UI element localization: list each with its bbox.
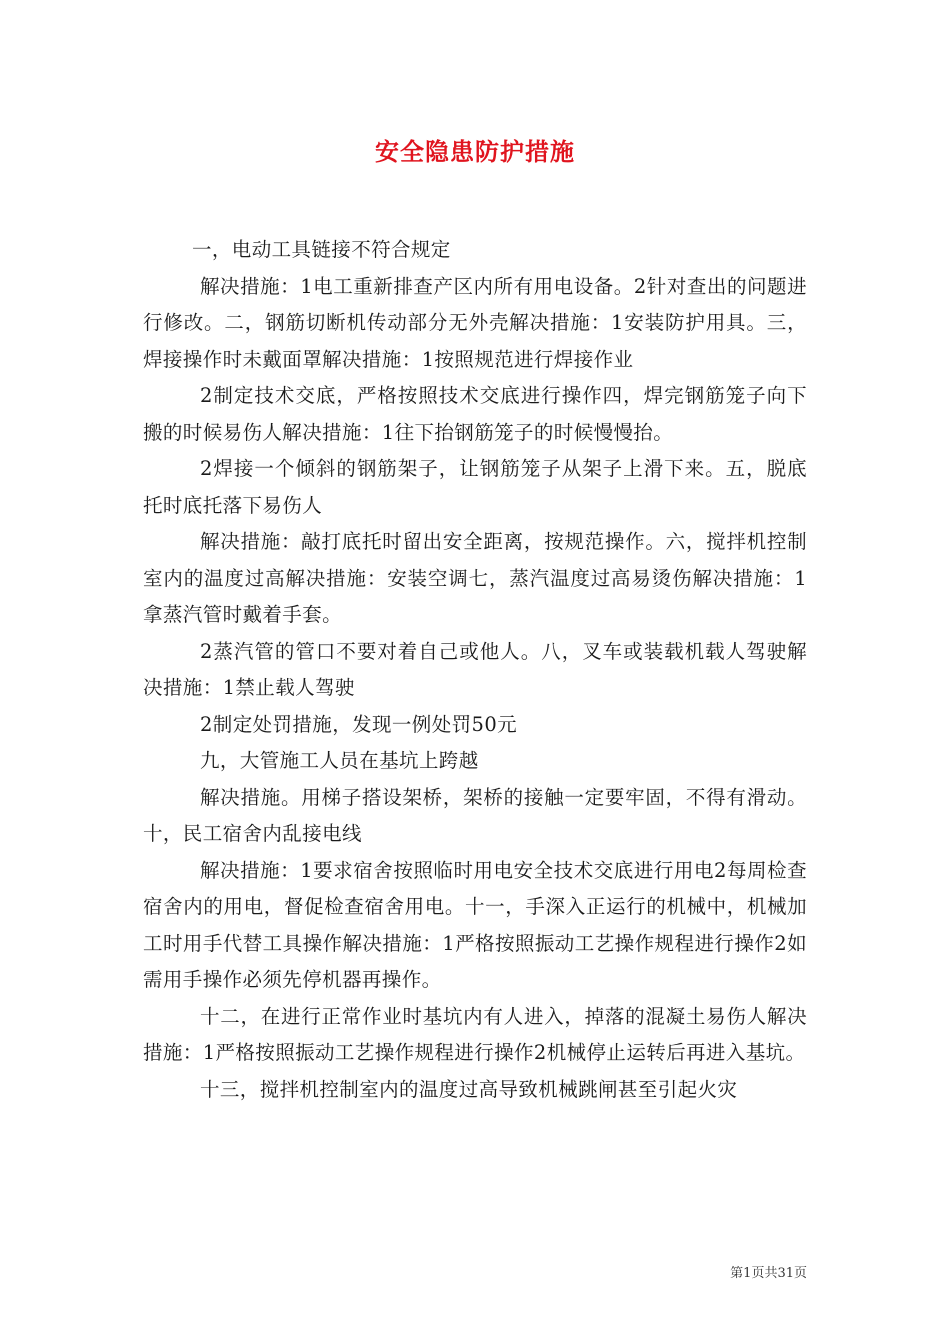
paragraph: 解决措施：1电工重新排查产区内所有用电设备。2针对查出的问题进行修改。二，钢筋切断机传动部分无外壳解决措施：1安装防护用具。三，焊接操作时未戴面罩解决措施：1按照规范进行焊接作业 [143,274,807,371]
paragraph: 2蒸汽管的管口不要对着自己或他人。八，叉车或装载机载人驾驶解决措施：1禁止载人驾驶 [143,639,807,699]
paragraph: 一，电动工具链接不符合规定 [192,238,451,261]
paragraph: 解决措施：1要求宿舍按照临时用电安全技术交底进行用电2每周检查宿舍内的用电，督促检查宿舍用电。十一，手深入正运行的机械中，机械加工时用手代替工具操作解决措施：1严格按照振动工艺操作规程进行操作2如需用手操作必须先停机器再操作。 [143,858,807,991]
paragraph: 2制定处罚措施，发现一例处罚50元 [200,712,518,736]
page-number: 第1页共31页 [730,1266,807,1281]
paragraph: 九，大管施工人员在基坑上跨越 [200,749,479,772]
document-body [143,232,807,1108]
paragraph: 解决措施。用梯子搭设架桥，架桥的接触一定要牢固，不得有滑动。十，民工宿舍内乱接电线 [143,785,807,845]
paragraph: 十二，在进行正常作业时基坑内有人进入，掉落的混凝土易伤人解决措施：1严格按照振动工艺操作规程进行操作2机械停止运转后再进入基坑。 [143,1004,807,1064]
paragraph: 2焊接一个倾斜的钢筋架子，让钢筋笼子从架子上滑下来。五，脱底托时底托落下易伤人 [143,457,807,517]
paragraph: 解决措施：敲打底托时留出安全距离，按规范操作。六，搅拌机控制室内的温度过高解决措施：安装空调七，蒸汽温度过高易烫伤解决措施：1拿蒸汽管时戴着手套。 [143,530,807,626]
document-title: 安全隐患防护措施 [375,137,575,166]
paragraph: 十三，搅拌机控制室内的温度过高导致机械跳闸甚至引起火灾 [200,1077,738,1101]
paragraph: 2制定技术交底，严格按照技术交底进行操作四，焊完钢筋笼子向下搬的时候易伤人解决措施：1往下抬钢筋笼子的时候慢慢抬。 [143,384,807,444]
